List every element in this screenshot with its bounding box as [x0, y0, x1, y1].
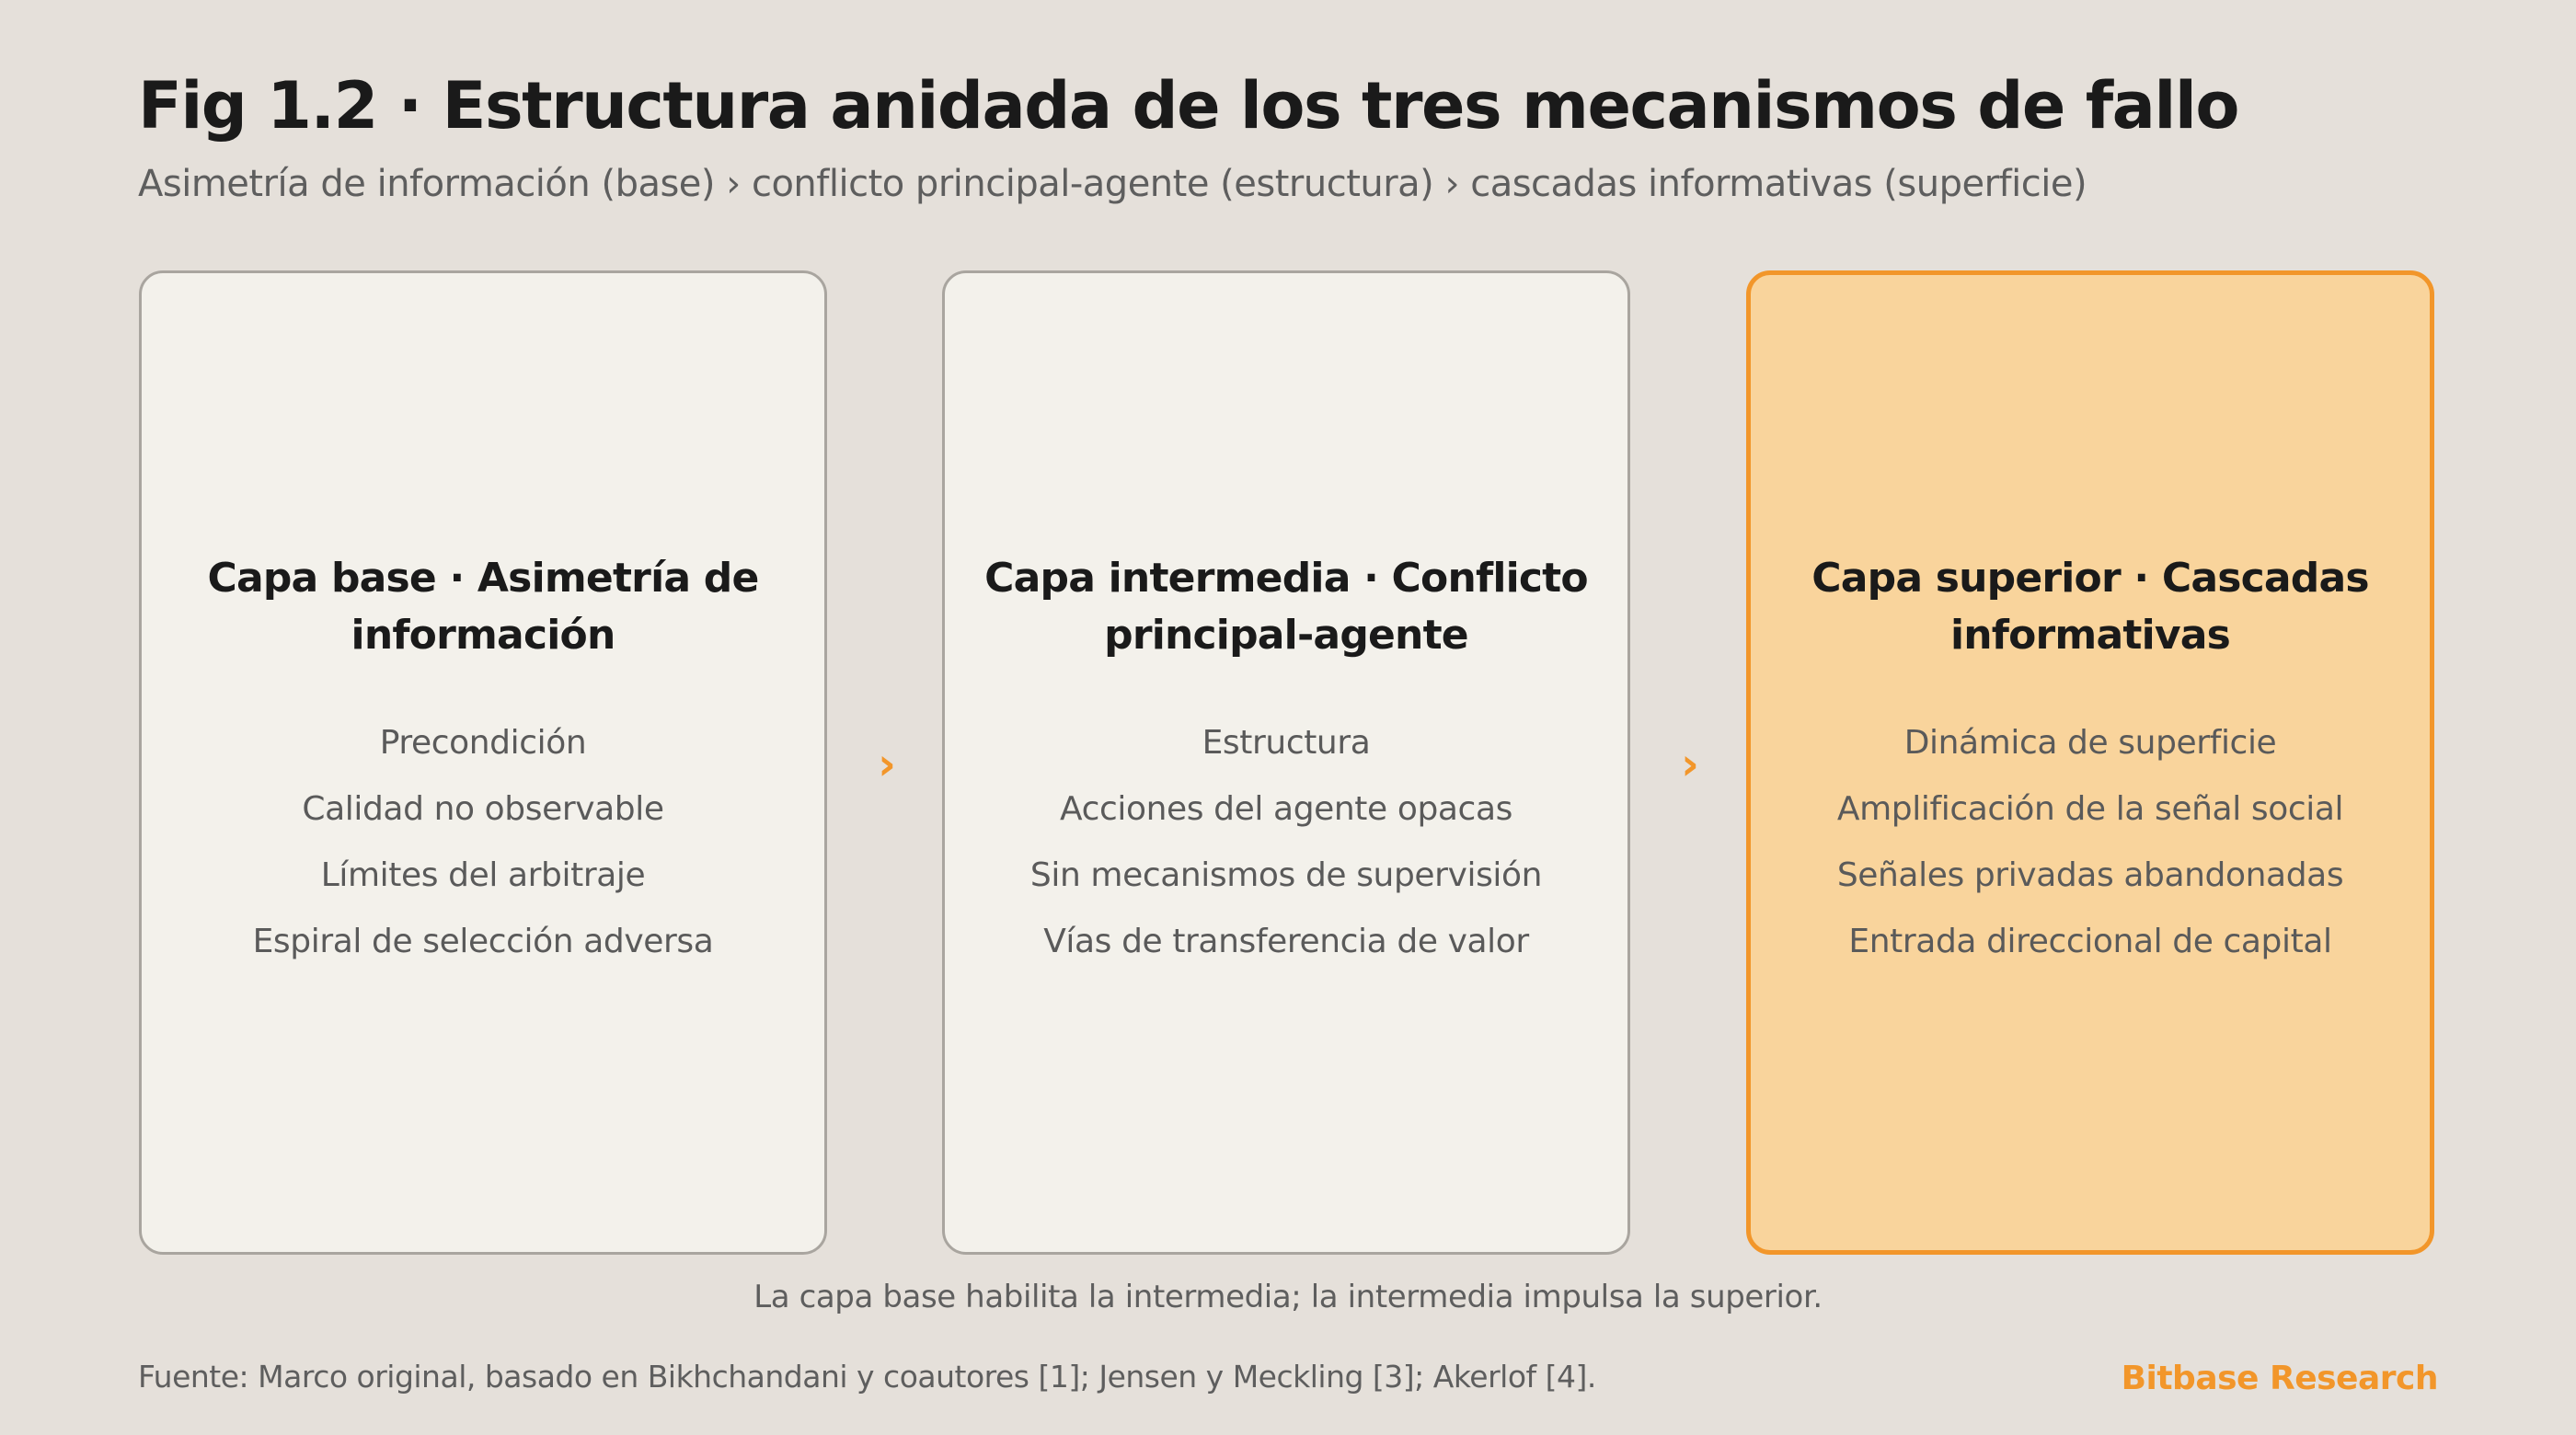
panel-item: Entrada direccional de capital [1848, 923, 2332, 960]
panel-item-list [253, 710, 714, 975]
panel-item-list [1030, 710, 1542, 975]
panel-item: Acciones del agente opacas [1060, 790, 1512, 828]
panel-item: Calidad no observable [302, 790, 664, 828]
panel-item: Sin mecanismos de supervisión [1029, 856, 1543, 894]
panel-item: Espiral de selección adversa [252, 923, 714, 960]
chevron-right-icon: › [1681, 739, 1699, 790]
panel-item: Vías de transferencia de valor [1043, 923, 1529, 960]
panel-title: Capa intermedia · Conflicto principal-agente [984, 555, 1588, 659]
brand-logo: Bitbase Research [2121, 1360, 2438, 1397]
panel-base-layer [139, 270, 827, 1255]
panel-item: Amplificación de la señal social [1836, 790, 2344, 828]
panel-item: Señales privadas abandonadas [1836, 856, 2344, 894]
panel-item: Estructura [1202, 724, 1371, 762]
panel-item-list [1837, 710, 2343, 975]
chevron-right-icon: › [878, 739, 896, 790]
panel-intermediate-layer [942, 270, 1630, 1255]
panel-item: Precondición [379, 724, 587, 762]
source-note: Fuente: Marco original, basado en Bikhchandani y coautores [1]; Jensen y Meckling [3]; Akerlof [4]. [138, 1359, 1596, 1395]
panel-title: Capa base · Asimetría de información [207, 555, 759, 659]
panel-item: Dinámica de superficie [1903, 724, 2277, 762]
panel-top-layer [1746, 270, 2434, 1255]
figure-title: Fig 1.2 · Estructura anidada de los tres mecanismos de fallo [138, 68, 2238, 144]
panel-item: Límites del arbitraje [320, 856, 646, 894]
figure-caption: La capa base habilita la intermedia; la intermedia impulsa la superior. [753, 1279, 1823, 1315]
panel-title: Capa superior · Cascadas informativas [1811, 555, 2369, 659]
figure-subtitle: Asimetría de información (base) › conflicto principal-agente (estructura) › cascadas informativas (superficie) [138, 163, 2087, 205]
